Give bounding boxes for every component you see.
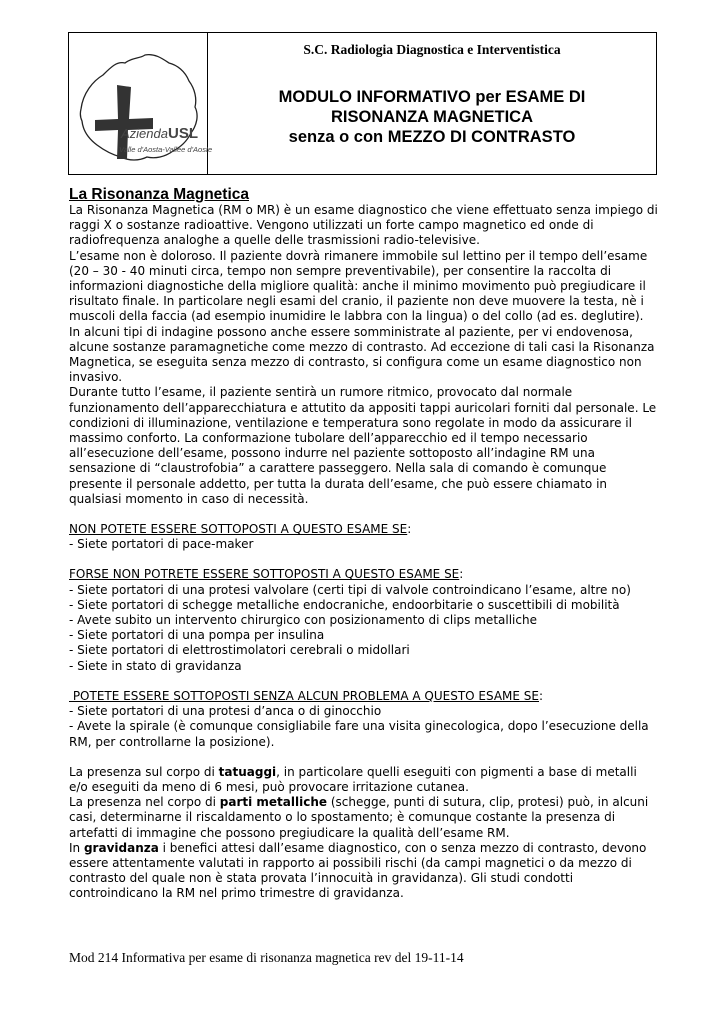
metal-note: La presenza nel corpo di parti metalliche (schegge, punti di sutura, clip, protesi) può, in alcuni casi, determinarne il riscaldamento o lo spostamento; è comunque costante la presenza di artefatti di immagine che possono pregiudicare la qualità dell’esame RM. [69,795,649,840]
list-item: - Siete portatori di una pompa per insulina [69,628,325,643]
list-item: - Siete portatori di una protesi d’anca o di ginocchio [69,704,382,719]
logo-region: Valle d'Aosta-Vallée d'Aoste [119,145,213,154]
intro-paragraph: La Risonanza Magnetica (RM o MR) è un esame diagnostico che viene effettuato senza impiego di raggi X o sostanze radioattive. Vengono utilizzati un forte campo magnetico ed onde di radiofrequenza analoghe a quelle delle trasmissioni radio-televisive. [69,203,658,248]
list-item: - Siete portatori di una protesi valvolare (certi tipi di valvole controindicano l’esame, altre no) [69,582,631,597]
footer: Mod 214 Informativa per esame di risonanza magnetica rev del 19-11-14 [69,950,464,965]
list-item: - Siete portatori di schegge metalliche endocraniche, endoorbitarie o suscettibili di mobilità [69,597,620,612]
intro-paragraph: Durante tutto l’esame, il paziente sentirà un rumore ritmico, provocato dal normale funzionamento dell’apparecchiatura e attutito da appositi tappi auricolari forniti dal personale. Le condizioni di illuminazione, ventilazione e temperatura sono regolate in modo da assicurare il massimo conforto. La conformazione tubolare dell’apparecchio ed il tempo necessario all’esecuzione dell’esame, possono indurre nel paziente sottoposto all’indagine RM una sensazione di “claustrofobia” a carattere passeggero. Nella sala di comando è comunque presente il personale addetto, per tutta la durata dell’esame, che può essere chiamato in qualsiasi momento in caso di necessità. [69,385,657,506]
list-item: - Siete portatori di pace-maker [69,537,254,552]
module-title-line: senza o con MEZZO DI CONTRASTO [288,128,576,146]
section-title: La Risonanza Magnetica [69,186,250,203]
module-title-line: MODULO INFORMATIVO per ESAME DI [278,88,586,106]
tattoo-note: La presenza sul corpo di tatuaggi, in particolare quelli eseguiti con pigmenti a base di metalli e/o eseguiti da meno di 6 mesi, può provocare irritazione cutanea. [69,764,637,794]
title-cell [208,33,656,174]
list-item: - Siete in stato di gravidanza [69,658,242,673]
list-item: - Avete subito un intervento chirurgico con posizionamento di clips metalliche [69,613,537,628]
logo-cell [69,33,213,174]
document-header [68,32,657,175]
intro-paragraph: L’esame non è doloroso. Il paziente dovrà rimanere immobile sul lettino per il tempo dell’esame (20 – 30 - 40 minuti circa, tempo non sempre preventivabile), per consentire la raccolta di informazioni diagnostiche della migliore qualità: anche il minimo movimento può pregiudicare il risultato finale. In particolare negli esami del cranio, il paziente non deve muovere la testa, nè i muscoli della faccia (ad esempio inumidire le labbra con la lingua) o del collo (ad es. deglutire). [69,248,648,324]
intro-paragraph: In alcuni tipi di indagine possono anche essere somministrate al paziente, per vi endovenosa, alcune sostanze paramagnetiche come mezzo di contrasto. Ad eccezione di tali casi la Risonanza Magnetica, se eseguita senza mezzo di contrasto, si configura come un esame diagnostico non invasivo. [69,324,655,385]
list-item: - Avete la spirale (è comunque consigliabile fare una visita ginecologica, dopo l’esecuzione della RM, per controllarne la posizione). [69,719,649,749]
pregnancy-note: In gravidanza i benefici attesi dall’esame diagnostico, con o senza mezzo di contrasto, devono essere attentamente valutati in rapporto ai possibili rischi (da campi magnetici o da mezzo di contrasto del quale non è stata provata l’innocuità in gravidanza). Gli studi condotti controindicano la RM nel primo trimestre di gravidanza. [69,840,647,901]
no-exam-heading: NON POTETE ESSERE SOTTOPOSTI A QUESTO ESAME SE: [69,522,412,537]
module-title [208,87,656,147]
department-name: S.C. Radiologia Diagnostica e Interventistica [303,42,561,57]
module-title-line: RISONANZA MAGNETICA [331,108,533,126]
document-body [69,186,659,902]
yes-exam-heading: POTETE ESSERE SOTTOPOSTI SENZA ALCUN PROBLEMA A QUESTO ESAME SE: [69,688,544,703]
list-item: - Siete portatori di elettrostimolatori cerebrali o midollari [69,643,410,658]
logo-wordmark: AziendaUSL [121,125,198,142]
maybe-exam-heading: FORSE NON POTRETE ESSERE SOTTOPOSTI A QUESTO ESAME SE: [69,567,464,582]
